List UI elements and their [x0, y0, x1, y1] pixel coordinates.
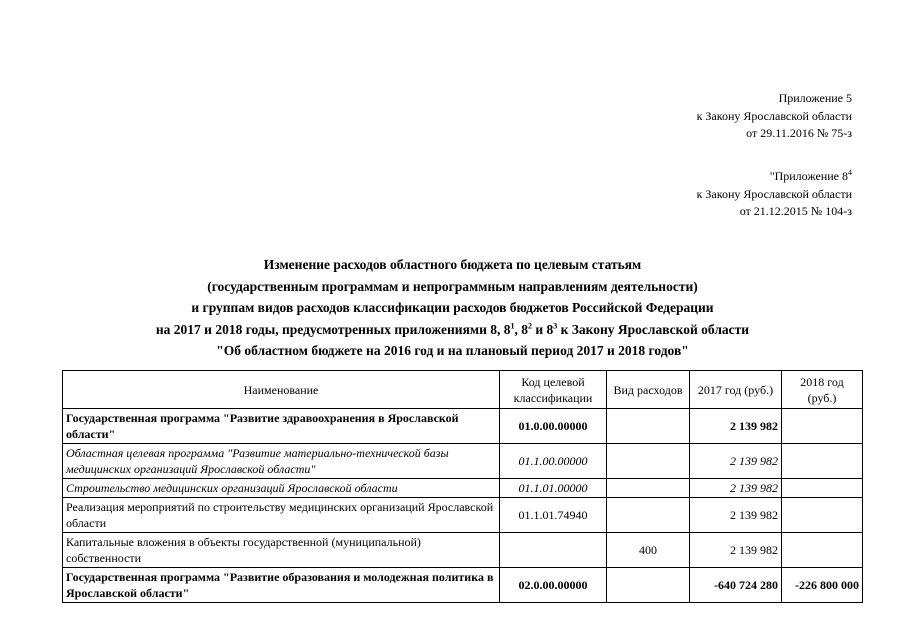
attachment-8-4-label-text: "Приложение 8 — [769, 169, 848, 183]
attachment-5-date: от 29.11.2016 № 75-з — [746, 126, 852, 140]
header-2018: 2018 год (руб.) — [782, 371, 863, 409]
row-2018 — [782, 409, 863, 444]
row-name: Государственная программа "Развитие здравоохранения в Ярославской области" — [63, 409, 500, 444]
attachment-5-label: Приложение 5 — [778, 91, 852, 105]
attachment-5-reference — [697, 90, 852, 143]
row-kind — [607, 479, 690, 498]
row-2018 — [782, 498, 863, 533]
row-code: 01.1.00.00000 — [500, 444, 607, 479]
row-kind — [607, 444, 690, 479]
header-kind: Вид расходов — [607, 371, 690, 409]
row-code — [500, 533, 607, 568]
row-kind — [607, 498, 690, 533]
row-name: Строительство медицинских организаций Ярославской области — [63, 479, 500, 498]
row-2018 — [782, 479, 863, 498]
row-code: 01.0.00.00000 — [500, 409, 607, 444]
attachment-8-4-reference — [697, 168, 852, 221]
title-line-1: Изменение расходов областного бюджета по целевым статьям — [263, 257, 642, 272]
title-line-5: "Об областном бюджете на 2016 год и на плановый период 2017 и 2018 годов" — [216, 343, 689, 358]
row-2017: 2 139 982 — [690, 498, 782, 533]
title-line-4-part-d: к Закону Ярославской области — [557, 321, 750, 337]
row-name: Государственная программа "Развитие образования и молодежная политика в Ярославской области" — [63, 568, 500, 603]
attachment-8-4-label — [697, 168, 852, 186]
row-code: 01.1.01.00000 — [500, 479, 607, 498]
row-2017: 2 139 982 — [690, 409, 782, 444]
row-code: 01.1.01.74940 — [500, 498, 607, 533]
attachment-8-4-date: от 21.12.2015 № 104-з — [739, 204, 852, 218]
title-line-4 — [0, 319, 905, 341]
row-kind — [607, 409, 690, 444]
attachment-8-4-law: к Закону Ярославской области — [696, 186, 852, 201]
row-2018: -226 800 000 — [782, 568, 863, 603]
title-line-4-part-b: , 8 — [514, 321, 528, 337]
row-2017: 2 139 982 — [690, 533, 782, 568]
table-row — [63, 444, 863, 479]
row-2017: 2 139 982 — [690, 444, 782, 479]
row-name: Областная целевая программа "Развитие материально-технической базы медицинских организаций Ярославской области" — [63, 444, 500, 479]
title-line-4-part-a: на 2017 и 2018 годы, предусмотренных приложениями 8, 8 — [155, 321, 511, 337]
row-2018 — [782, 533, 863, 568]
row-code: 02.0.00.00000 — [500, 568, 607, 603]
title-sup-3: 3 — [553, 321, 558, 330]
attachment-5-law: к Закону Ярославской области — [696, 108, 852, 123]
attachment-8-4-superscript: 4 — [848, 168, 852, 177]
table-row — [63, 479, 863, 498]
row-name: Капитальные вложения в объекты государственной (муниципальной) собственности — [63, 533, 500, 568]
row-2017: 2 139 982 — [690, 479, 782, 498]
table-row — [63, 498, 863, 533]
document-title — [0, 254, 905, 362]
header-name: Наименование — [63, 371, 500, 409]
title-line-4-part-c: и 8 — [531, 321, 554, 337]
title-sup-2: 2 — [527, 321, 532, 330]
row-2018 — [782, 444, 863, 479]
row-2017: -640 724 280 — [690, 568, 782, 603]
table-row — [63, 409, 863, 444]
table-row — [63, 568, 863, 603]
budget-table — [62, 370, 863, 603]
table-header-row — [63, 371, 863, 409]
header-code: Код целевой классификации — [500, 371, 607, 409]
table-row — [63, 533, 863, 568]
title-line-3: и группам видов расходов классификации расходов бюджетов Российской Федерации — [191, 300, 714, 315]
title-line-2: (государственным программам и непрограммным направлениям деятельности) — [207, 278, 698, 294]
row-name: Реализация мероприятий по строительству медицинских организаций Ярославской области — [63, 498, 500, 533]
title-sup-1: 1 — [510, 321, 515, 330]
header-2017: 2017 год (руб.) — [690, 371, 782, 409]
row-kind — [607, 568, 690, 603]
row-kind: 400 — [607, 533, 690, 568]
